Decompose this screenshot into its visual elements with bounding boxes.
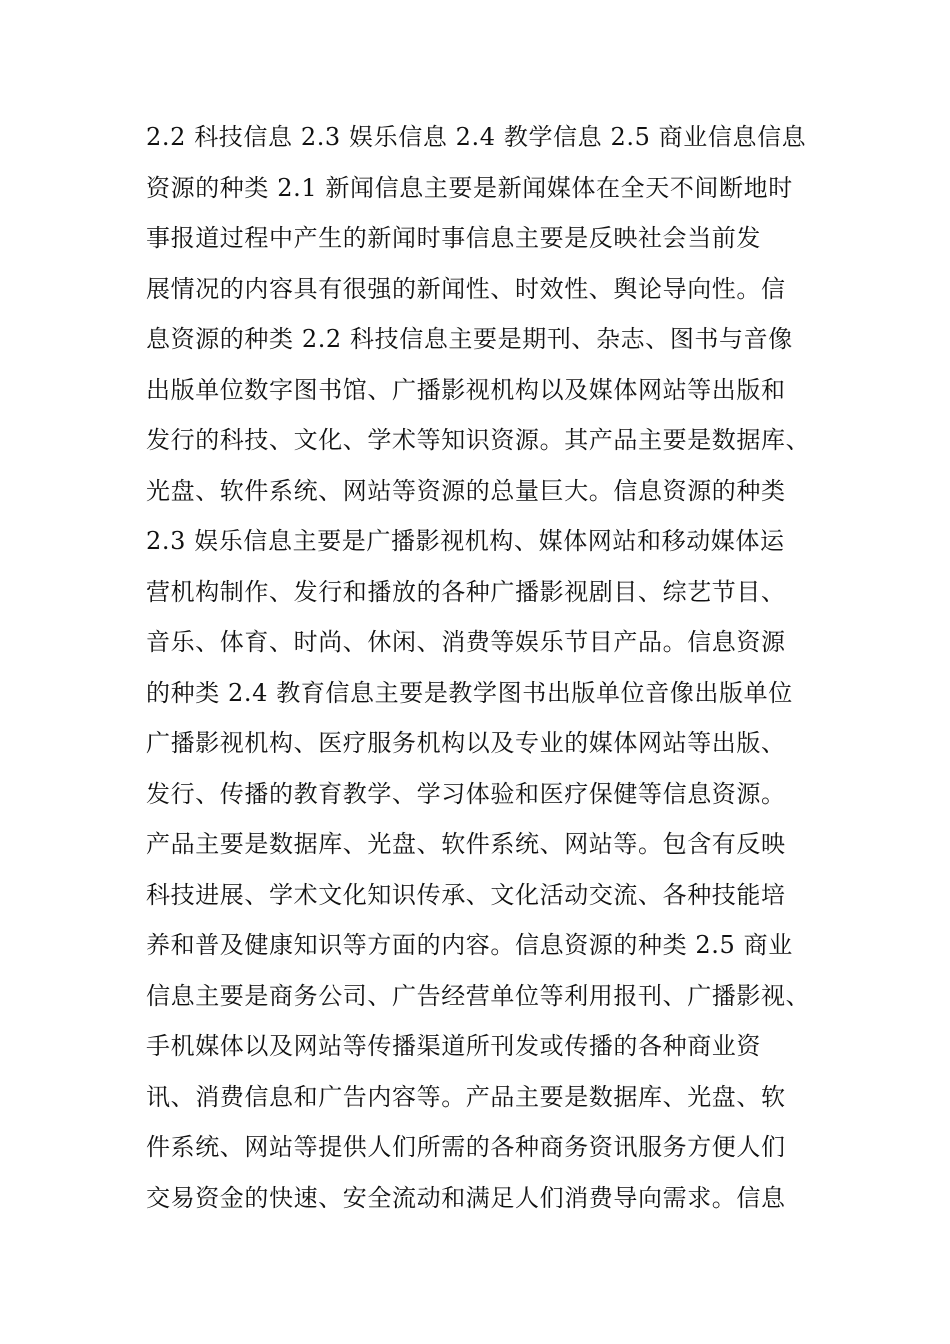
text-line: 广播影视机构、医疗服务机构以及专业的媒体网站等出版、	[146, 729, 786, 757]
text-line: 2.2 科技信息 2.3 娱乐信息 2.4 教学信息 2.5 商业信息信息	[146, 123, 807, 151]
text-line: 讯、消费信息和广告内容等。产品主要是数据库、光盘、软	[146, 1082, 786, 1111]
body-text	[146, 112, 826, 1223]
text-line: 资源的种类 2.1 新闻信息主要是新闻媒体在全天不间断地时	[146, 173, 793, 202]
text-line: 事报道过程中产生的新闻时事信息主要是反映社会当前发	[146, 224, 761, 252]
text-line: 2.3 娱乐信息主要是广播影视机构、媒体网站和移动媒体运	[146, 527, 785, 555]
text-line: 发行的科技、文化、学术等知识资源。其产品主要是数据库、	[146, 426, 811, 454]
text-line: 出版单位数字图书馆、广播影视机构以及媒体网站等出版和	[146, 375, 786, 404]
text-line: 科技进展、学术文化知识传承、文化活动交流、各种技能培	[146, 880, 786, 909]
text-line: 息资源的种类 2.2 科技信息主要是期刊、杂志、图书与音像	[146, 325, 793, 353]
text-line: 的种类 2.4 教育信息主要是教学图书出版单位音像出版单位	[146, 678, 793, 707]
text-line: 产品主要是数据库、光盘、软件系统、网站等。包含有反映	[146, 830, 786, 858]
text-line: 发行、传播的教育教学、学习体验和医疗保健等信息资源。	[146, 779, 786, 808]
text-line: 音乐、体育、时尚、休闲、消费等娱乐节目产品。信息资源	[146, 628, 786, 656]
text-line: 件系统、网站等提供人们所需的各种商务资讯服务方便人们	[146, 1133, 786, 1161]
text-line: 手机媒体以及网站等传播渠道所刊发或传播的各种商业资	[146, 1032, 761, 1060]
text-line: 展情况的内容具有很强的新闻性、时效性、舆论导向性。信	[146, 274, 786, 303]
text-line: 营机构制作、发行和播放的各种广播影视剧目、综艺节目、	[146, 577, 786, 606]
text-line: 交易资金的快速、安全流动和满足人们消费导向需求。信息	[146, 1183, 786, 1212]
text-line: 信息主要是商务公司、广告经营单位等利用报刊、广播影视、	[146, 981, 811, 1010]
text-line: 光盘、软件系统、网站等资源的总量巨大。信息资源的种类	[146, 476, 786, 505]
text-line: 养和普及健康知识等方面的内容。信息资源的种类 2.5 商业	[146, 931, 793, 959]
